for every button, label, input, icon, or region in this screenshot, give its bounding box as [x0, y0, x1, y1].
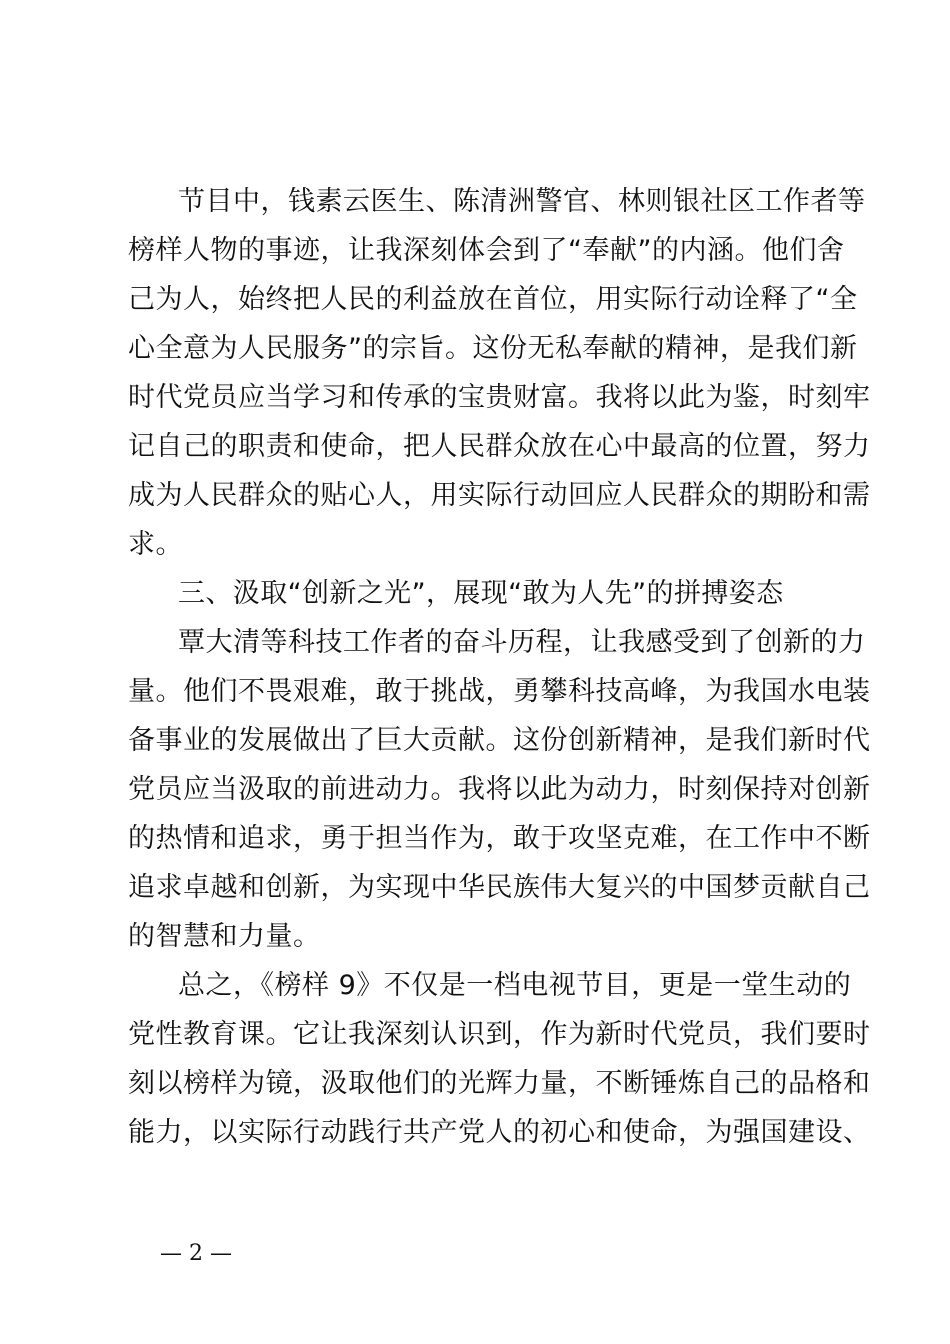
text-line: 时代党员应当学习和传承的宝贵财富。我将以此为鉴，时刻牢	[128, 382, 871, 413]
text-line: 己为人，始终把人民的利益放在首位，用实际行动诠释了“全	[128, 284, 858, 315]
text-line: 党员应当汲取的前进动力。我将以此为动力，时刻保持对创新	[128, 774, 871, 805]
body-text	[128, 177, 871, 1157]
text-line: 榜样人物的事迹，让我深刻体会到了“奉献”的内涵。他们舍	[128, 235, 845, 266]
text-line: 量。他们不畏艰难，敢于挑战，勇攀科技高峰，为我国水电装	[128, 676, 871, 707]
text-line: 成为人民群众的贴心人，用实际行动回应人民群众的期盼和需	[128, 480, 871, 511]
text-line: 心全意为人民服务”的宗旨。这份无私奉献的精神，是我们新	[128, 333, 858, 364]
page-number: — 2 —	[160, 1241, 232, 1266]
text-line: 追求卓越和创新，为实现中华民族伟大复兴的中国梦贡献自己	[128, 872, 871, 903]
text-line: 的智慧和力量。	[128, 921, 321, 952]
text-line: 刻以榜样为镜，汲取他们的光辉力量，不断锤炼自己的品格和	[128, 1068, 871, 1099]
text-line: 覃大清等科技工作者的奋斗历程，让我感受到了创新的力	[178, 627, 866, 658]
section-heading: 三、汲取“创新之光”，展现“敢为人先”的拼搏姿态	[178, 578, 784, 609]
text-line: 党性教育课。它让我深刻认识到，作为新时代党员，我们要时	[128, 1019, 871, 1050]
text-line: 能力，以实际行动践行共产党人的初心和使命，为强国建设、	[128, 1117, 871, 1148]
text-line: 节目中，钱素云医生、陈清洲警官、林则银社区工作者等	[178, 186, 866, 217]
text-line: 的热情和追求，勇于担当作为，敢于攻坚克难，在工作中不断	[128, 823, 871, 854]
text-line: 求。	[128, 529, 183, 560]
text-line: 总之，《榜样 9》不仅是一档电视节目，更是一堂生动的	[178, 970, 852, 1001]
text-line: 备事业的发展做出了巨大贡献。这份创新精神，是我们新时代	[128, 725, 871, 756]
text-line: 记自己的职责和使命，把人民群众放在心中最高的位置，努力	[128, 431, 871, 462]
